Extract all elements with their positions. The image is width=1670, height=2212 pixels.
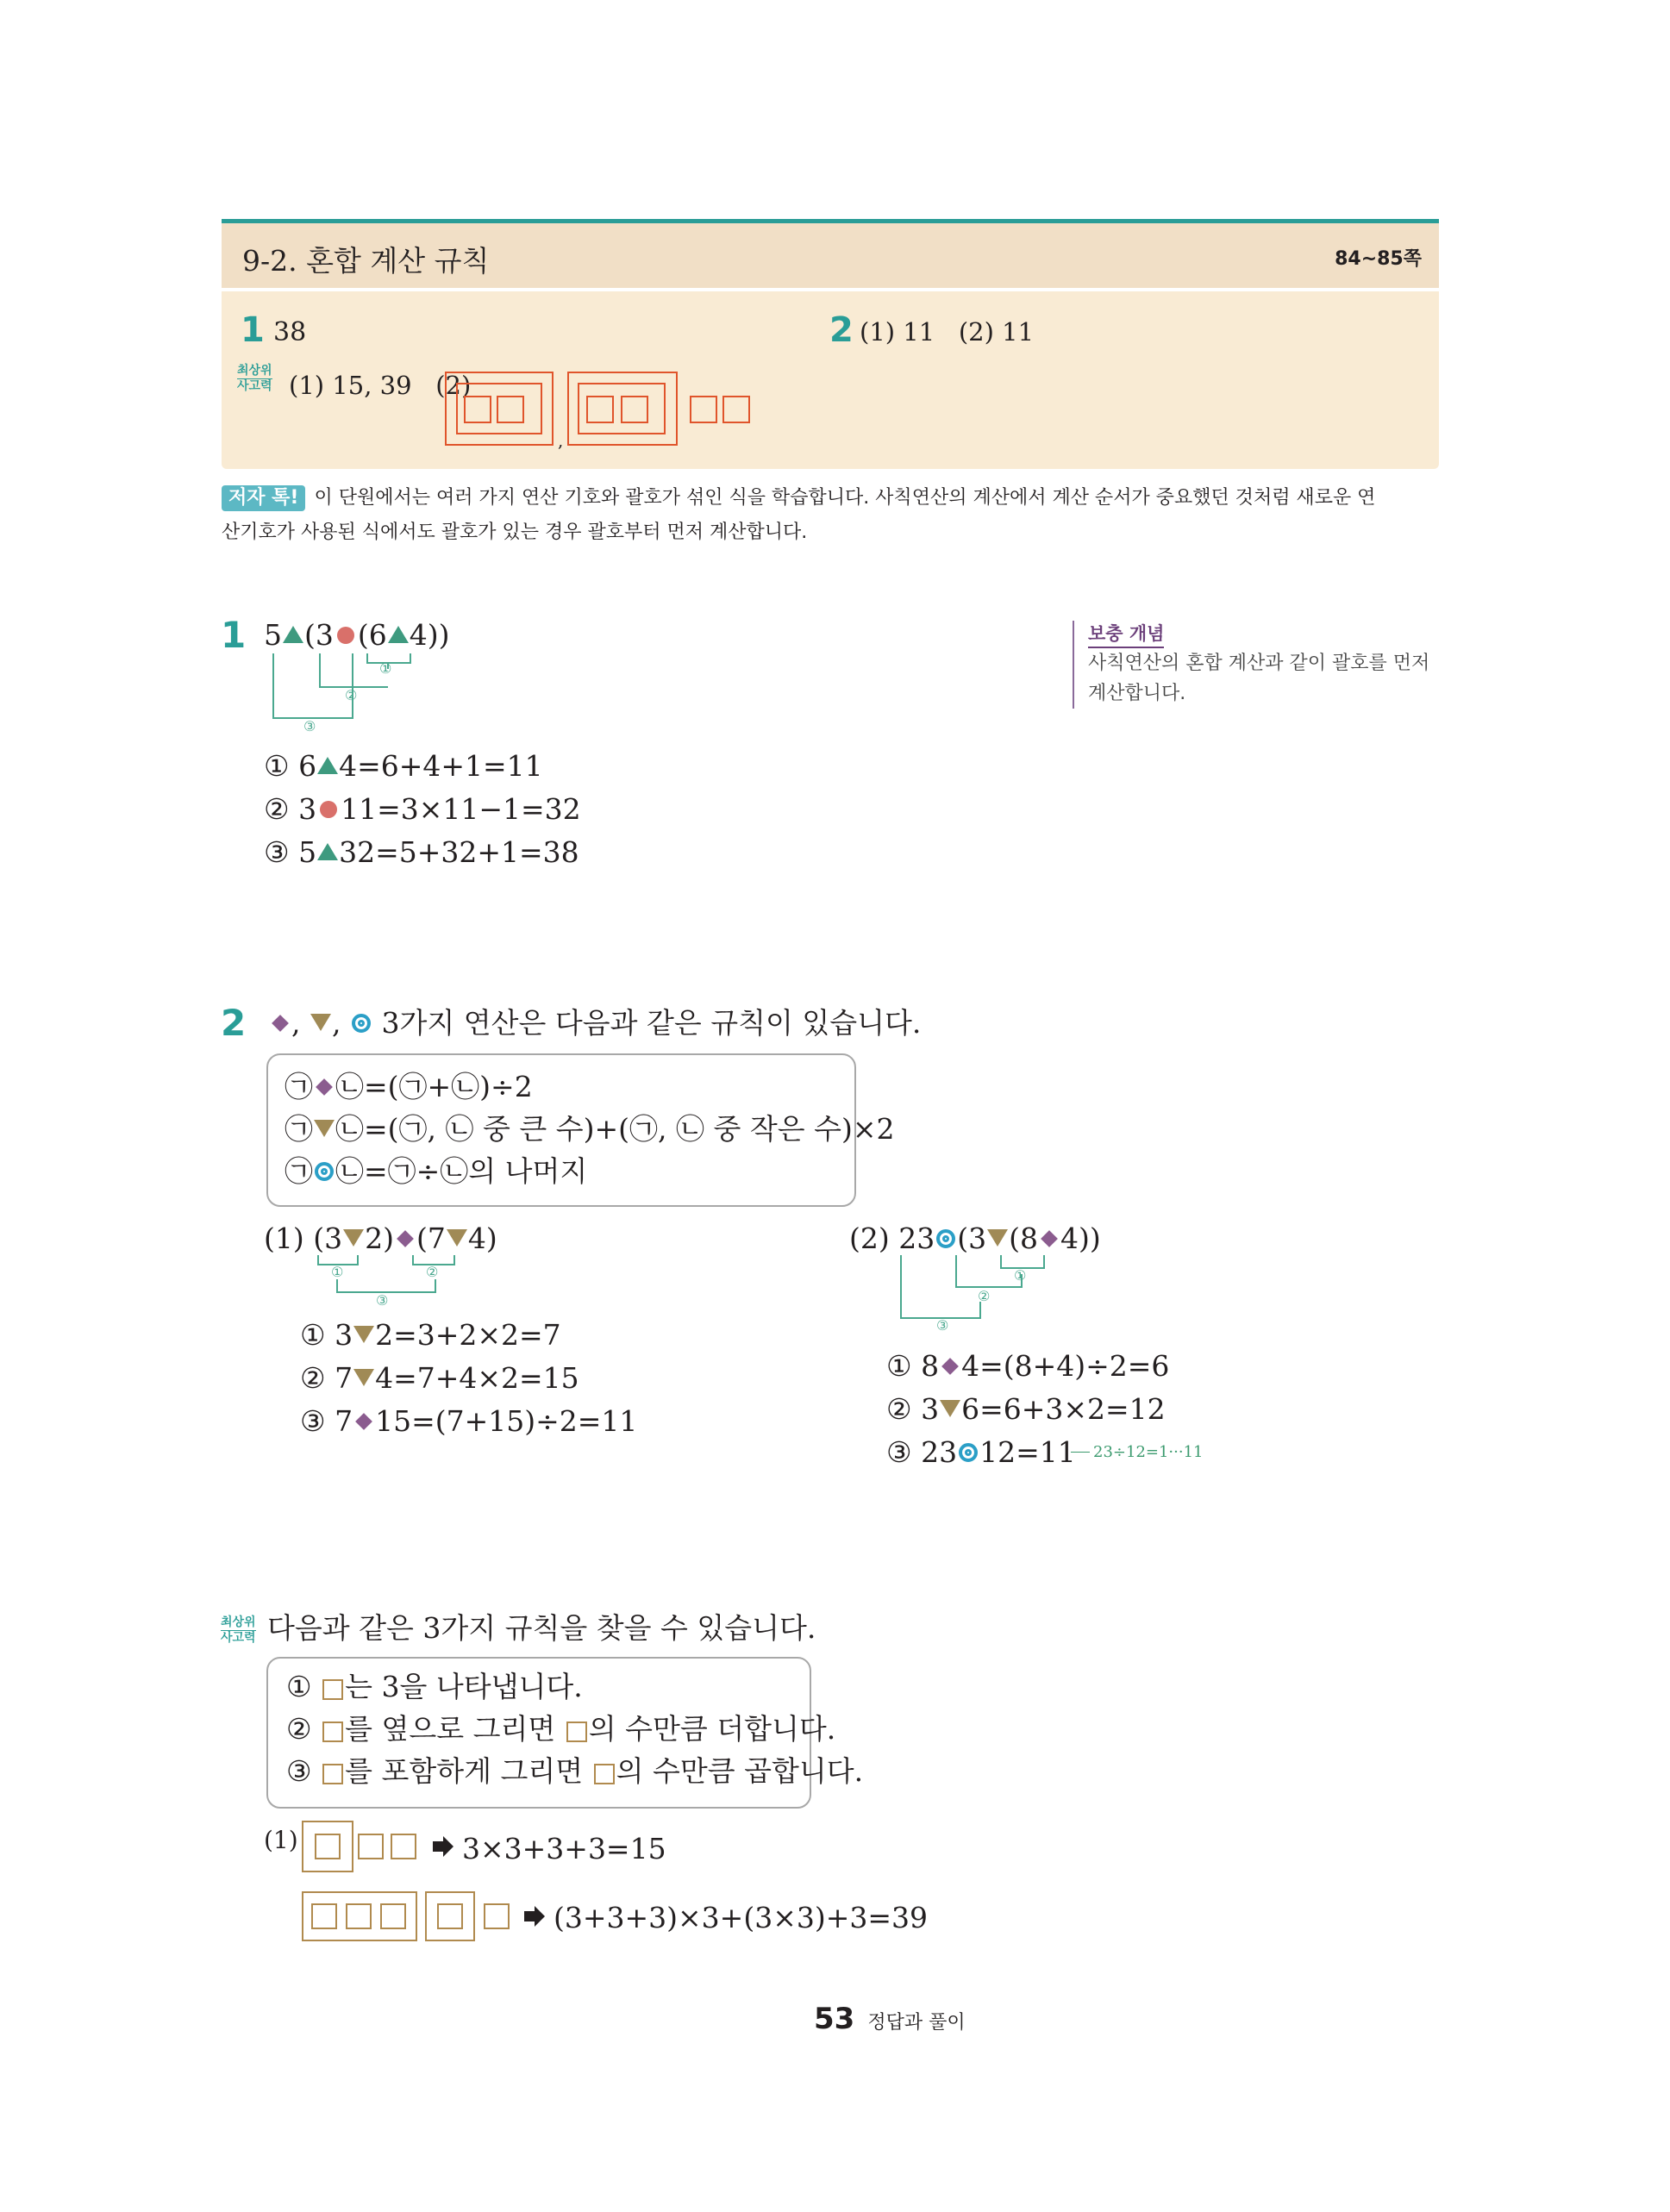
section-title: 9-2. 혼합 계산 규칙: [242, 244, 490, 278]
brown-down-triangle-icon: [343, 1229, 364, 1247]
problem-2-intro: , , 3가지 연산은 다음과 같은 규칙이 있습니다.: [269, 1002, 921, 1045]
rule-1: ㉠ ㉡=(㉠+㉡)÷2: [285, 1070, 533, 1103]
top-answer-text: (1) 15, 39 (2): [289, 371, 472, 400]
side-note: [1073, 621, 1459, 709]
brown-down-triangle-icon: [353, 1369, 374, 1386]
brown-down-triangle-icon: [353, 1326, 374, 1343]
circle-label-1: ①: [379, 660, 392, 677]
circle-label-2: ②: [978, 1288, 991, 1304]
answer-1-number: 1: [241, 310, 265, 350]
bracket-2-2-c: [900, 1255, 981, 1319]
square-equation-2: (3+3+3)×3+(3×3)+3=39: [554, 1901, 929, 1934]
circle-label-3: ③: [303, 718, 316, 734]
brown-down-triangle-icon: [940, 1400, 960, 1417]
problem-2-part-2-expression: (2) 23 (3 (8 4)): [849, 1222, 1101, 1255]
bracket-2-2-b-end: [1021, 1274, 1023, 1286]
double-circle-icon: [352, 1014, 371, 1033]
circle-label-1: ①: [1014, 1267, 1027, 1284]
double-circle-icon: [936, 1229, 955, 1248]
purple-diamond-icon: [355, 1413, 372, 1430]
answer-box: [222, 291, 1439, 469]
circle-label-2: ②: [345, 687, 358, 703]
problem-2-number: 2: [221, 1002, 247, 1044]
page-footer: [814, 2002, 966, 2036]
answer-2-value: (1) 11 (2) 11: [860, 317, 1035, 347]
rule-2: ㉠ ㉡=(㉠, ㉡ 중 큰 수)+(㉠, ㉡ 중 작은 수)×2: [285, 1112, 895, 1146]
answer-2-number: 2: [829, 310, 854, 350]
square-diagram-2: [302, 1891, 560, 1946]
problem-2-part-1-step-2: ② 7 4=7+4×2=15: [300, 1361, 579, 1395]
problem-2-part-1-expression: (1) (3 2) (7 4): [264, 1222, 497, 1255]
square-icon: [322, 1721, 343, 1742]
problem-1-expression: 5 (3 (6 4)): [264, 618, 450, 652]
top-level-badge: 최상위 사고력: [221, 1615, 256, 1645]
answer-1-value: 38: [273, 317, 307, 347]
green-triangle-icon: [283, 626, 303, 643]
problem-2-part-2-step-3: ③ 23 12=11: [886, 1435, 1076, 1469]
double-circle-icon: [959, 1443, 978, 1462]
author-tip: [222, 481, 1446, 550]
bracket-2-2-c-end: [979, 1302, 981, 1317]
problem-2-part-2-step-2: ② 3 6=6+3×2=12: [886, 1392, 1166, 1426]
green-triangle-icon: [317, 843, 338, 860]
brown-down-triangle-icon: [987, 1229, 1008, 1247]
author-tip-label: 저자 톡!: [222, 485, 305, 511]
green-triangle-icon: [388, 626, 409, 643]
problem-2-part-1-step-1: ① 3 2=3+2×2=7: [300, 1318, 561, 1352]
brown-down-triangle-icon: [310, 1014, 331, 1031]
problem-1-step-1: ① 6 4=6+4+1=11: [264, 749, 543, 783]
circle-label-3: ③: [936, 1317, 949, 1334]
problem-1-step-2: ② 3 11=3×11−1=32: [264, 792, 581, 826]
square-icon: [322, 1764, 343, 1784]
author-tip-line2: 산기호가 사용된 식에서도 괄호가 있는 경우 괄호부터 먼저 계산합니다.: [222, 522, 808, 543]
problem-1-step-3: ③ 5 32=5+32+1=38: [264, 835, 579, 869]
green-triangle-icon: [317, 757, 338, 774]
square-equation-1: 3×3+3+3=15: [462, 1832, 666, 1865]
rule-square-1: ① 는 3을 나타냅니다.: [286, 1670, 583, 1703]
rule-square-3: ③ 를 포함하게 그리면 의 수만큼 곱합니다.: [286, 1754, 864, 1788]
square-icon: [322, 1679, 343, 1700]
purple-diamond-icon: [272, 1015, 289, 1032]
problem-3-intro: 다음과 같은 3가지 규칙을 찾을 수 있습니다.: [267, 1611, 816, 1645]
purple-diamond-icon: [397, 1230, 414, 1247]
problem-1-number: 1: [221, 614, 247, 656]
svg-text:,: ,: [558, 430, 564, 451]
square-icon: [566, 1721, 587, 1742]
purple-diamond-icon: [1041, 1230, 1058, 1247]
top-level-badge: 최상위 사고력: [237, 364, 272, 393]
side-note-line1: 사칙연산의 혼합 계산과 같이 괄호를 먼저: [1088, 653, 1430, 674]
problem-2-part-1-step-3: ③ 7 15=(7+15)÷2=11: [300, 1404, 638, 1438]
square-diagram-answer: [444, 371, 754, 457]
purple-diamond-icon: [316, 1078, 333, 1096]
page-number: 53: [814, 2002, 855, 2036]
circle-label-2: ②: [426, 1264, 439, 1280]
section-header: [222, 219, 1439, 288]
bracket-2-1-c: [336, 1279, 436, 1293]
circle-label-1: ①: [331, 1264, 344, 1280]
side-note-title: 보충 개념: [1088, 621, 1164, 648]
rule-square-2: ② 를 옆으로 그리면 의 수만큼 더합니다.: [286, 1712, 836, 1746]
page-range: 84~85쪽: [1335, 248, 1422, 270]
purple-diamond-icon: [941, 1358, 959, 1375]
rule-3: ㉠ ㉡=㉠÷㉡의 나머지: [285, 1154, 588, 1188]
problem-3-part-1-label: (1): [264, 1826, 298, 1854]
square-icon: [594, 1764, 615, 1784]
bracket-step-3: [272, 653, 353, 719]
problem-2-part-2-step-1: ① 8 4=(8+4)÷2=6: [886, 1349, 1170, 1383]
remainder-note: 23÷12=1···11: [1071, 1443, 1204, 1461]
brown-down-triangle-icon: [314, 1120, 335, 1137]
double-circle-icon: [315, 1162, 334, 1181]
brown-down-triangle-icon: [447, 1229, 467, 1247]
footer-label: 정답과 풀이: [867, 2012, 966, 2034]
side-note-line2: 계산합니다.: [1088, 683, 1186, 704]
red-circle-icon: [337, 627, 354, 644]
red-circle-icon: [320, 801, 337, 818]
author-tip-line1: 이 단원에서는 여러 가지 연산 기호와 괄호가 섞인 식을 학습합니다. 사칙연산의 계산에서 계산 순서가 중요했던 것처럼 새로운 연: [314, 487, 1376, 509]
circle-label-3: ③: [376, 1292, 389, 1309]
